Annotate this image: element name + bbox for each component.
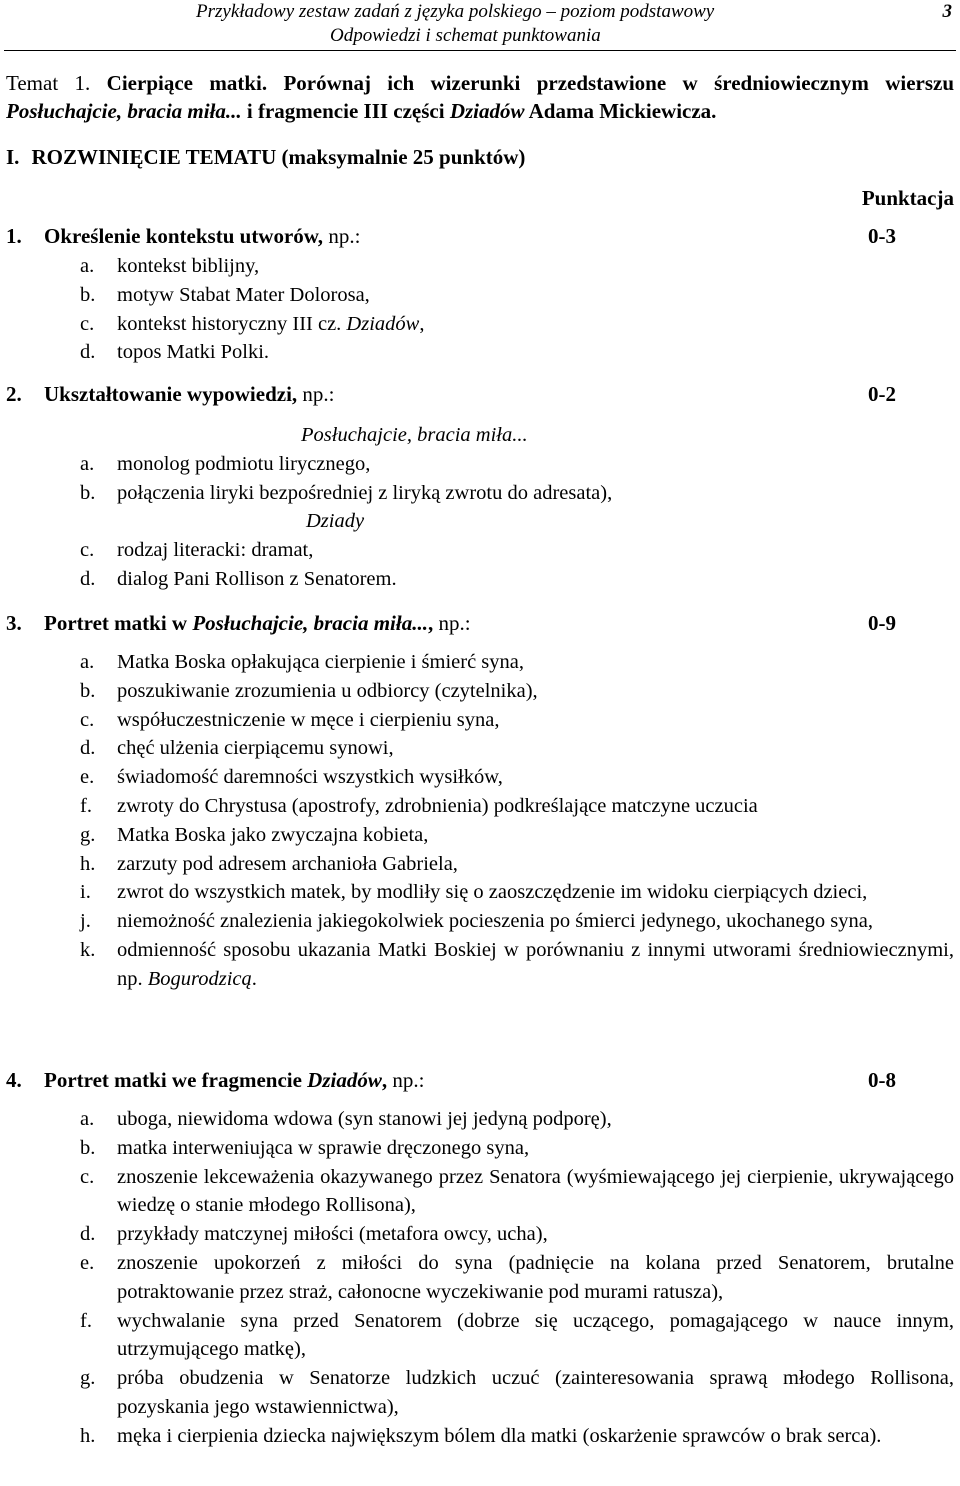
item-tail: , bbox=[419, 312, 425, 335]
item-text: zwroty do Chrystusa (apostrofy, zdrobnienia) podkreślające matczyne uczucia bbox=[117, 794, 758, 817]
list-item bbox=[6, 252, 954, 281]
item-marker: h. bbox=[80, 852, 96, 875]
item-text: kontekst historyczny III cz. bbox=[117, 312, 342, 335]
item-text: rodzaj literacki: dramat, bbox=[117, 539, 314, 562]
list-item bbox=[6, 850, 954, 879]
item-marker: f. bbox=[80, 794, 92, 817]
list-item bbox=[6, 536, 954, 565]
section-number: I. bbox=[6, 145, 20, 169]
header-rule bbox=[4, 50, 956, 51]
criterion-list bbox=[6, 648, 954, 994]
list-item bbox=[6, 565, 954, 594]
criterion-title-text: Portret matki w bbox=[44, 611, 188, 635]
item-marker: d. bbox=[80, 341, 96, 364]
criterion-heading bbox=[6, 611, 954, 641]
list-item bbox=[6, 1249, 954, 1307]
item-text: motyw Stabat Mater Dolorosa, bbox=[117, 283, 370, 306]
item-marker: a. bbox=[80, 1108, 95, 1130]
header-subtitle: Odpowiedzi i schemat punktowania bbox=[330, 25, 601, 46]
item-text: niemożność znalezienia jakiegokolwiek pocieszenia po śmierci jedynego, ukochanego syna, bbox=[117, 910, 873, 933]
work-subheading: Posłuchajcie, bracia miła... bbox=[301, 424, 528, 446]
list-item bbox=[6, 338, 954, 367]
item-text: znoszenie lekceważenia okazywanego przez Senatora (wyśmiewającego jej cierpienie, ukrywającego wiedzę o stanie młodego Rollisona), bbox=[117, 1165, 954, 1217]
criterion-3 bbox=[6, 611, 954, 994]
list-item bbox=[6, 1307, 954, 1365]
list-item bbox=[6, 648, 954, 677]
list-item bbox=[6, 1220, 954, 1249]
list-item bbox=[6, 1163, 954, 1221]
item-marker: e. bbox=[80, 766, 95, 789]
criterion-heading bbox=[6, 224, 954, 254]
item-marker: e. bbox=[80, 1251, 95, 1274]
item-marker: h. bbox=[80, 1424, 96, 1447]
criterion-number: 2. bbox=[6, 382, 22, 406]
topic-work-title: Posłuchajcie, bracia miła... bbox=[6, 99, 242, 123]
item-text: monolog podmiotu lirycznego, bbox=[117, 452, 371, 475]
item-marker: c. bbox=[80, 708, 95, 731]
item-tail: . bbox=[251, 967, 257, 990]
criterion-1 bbox=[6, 224, 954, 367]
criterion-title-text: Portret matki we fragmencie bbox=[44, 1068, 302, 1092]
criterion-title bbox=[44, 611, 471, 636]
list-item bbox=[6, 677, 954, 706]
list-item bbox=[6, 821, 954, 850]
criterion-points: 0-9 bbox=[868, 611, 896, 635]
criterion-points: 0-3 bbox=[868, 224, 896, 248]
item-marker: c. bbox=[80, 1165, 95, 1188]
section-heading bbox=[6, 145, 525, 170]
list-item bbox=[6, 706, 954, 735]
list-item bbox=[6, 281, 954, 310]
item-text: kontekst biblijny, bbox=[117, 255, 260, 277]
topic-text-2: i fragmencie III części bbox=[246, 99, 445, 123]
page-number: 3 bbox=[942, 1, 952, 22]
item-text: dialog Pani Rollison z Senatorem. bbox=[117, 567, 397, 590]
criterion-np: np.: bbox=[302, 382, 335, 406]
item-marker: b. bbox=[80, 679, 96, 702]
criterion-2 bbox=[6, 382, 954, 594]
item-text: Matka Boska opłakująca cierpienie i śmierć syna, bbox=[117, 651, 525, 673]
list-item bbox=[6, 763, 954, 792]
topic-text-3: Adama Mickiewicza. bbox=[528, 99, 717, 123]
topic-text: Cierpiące matki. Porównaj ich wizerunki przedstawione w średniowiecznym wierszu bbox=[106, 71, 955, 95]
list-item bbox=[6, 792, 954, 821]
topic-label: Temat 1. bbox=[6, 71, 91, 95]
criterion-np: np.: bbox=[392, 1068, 425, 1092]
item-marker: b. bbox=[80, 1136, 96, 1159]
criterion-list bbox=[6, 1105, 954, 1451]
item-text: odmienność sposobu ukazania Matki Boskiej w porównaniu z innymi utworami średniowiecznymi, np. bbox=[117, 938, 954, 990]
item-text: poszukiwanie zrozumienia u odbiorcy (czytelnika), bbox=[117, 679, 538, 702]
criterion-work-title: Dziadów bbox=[307, 1068, 382, 1092]
item-text: Matka Boska jako zwyczajna kobieta, bbox=[117, 823, 429, 846]
item-marker: a. bbox=[80, 452, 95, 475]
criterion-title-text: Ukształtowanie wypowiedzi, bbox=[44, 382, 298, 406]
criterion-np: np.: bbox=[328, 224, 361, 248]
list-item bbox=[6, 878, 954, 907]
list-item bbox=[6, 1364, 954, 1422]
item-work-title: Bogurodzicą bbox=[147, 967, 252, 990]
item-marker: j. bbox=[80, 910, 91, 933]
criterion-number: 4. bbox=[6, 1068, 22, 1092]
topic-work-title-2: Dziadów bbox=[449, 99, 525, 123]
list-item bbox=[6, 907, 954, 936]
criterion-number: 3. bbox=[6, 611, 22, 635]
item-marker: c. bbox=[80, 539, 95, 562]
item-text: próba obudzenia w Senatorze ludzkich uczuć (zainteresowania sprawą młodego Rollisona, pozyskania jego wstawiennictwa), bbox=[117, 1367, 954, 1418]
header-title: Przykładowy zestaw zadań z języka polskiego – poziom podstawowy bbox=[196, 1, 715, 22]
criterion-list bbox=[6, 252, 954, 367]
criterion-points: 0-2 bbox=[868, 382, 896, 406]
item-marker: b. bbox=[80, 283, 96, 306]
item-text: zwrot do wszystkich matek, by modliły się o zaoszczędzenie im widoku cierpiących dzieci, bbox=[117, 881, 868, 904]
page-header bbox=[0, 0, 960, 50]
list-item bbox=[6, 310, 954, 339]
criterion-title-tail: , bbox=[427, 611, 434, 635]
item-work-title: Dziadów bbox=[346, 312, 420, 335]
criterion-heading bbox=[6, 1068, 954, 1098]
list-item bbox=[6, 1134, 954, 1163]
list-item bbox=[6, 1105, 954, 1134]
criterion-title-tail: , bbox=[381, 1068, 388, 1092]
criterion-title-text: Określenie kontekstu utworów, bbox=[44, 224, 324, 248]
item-text: chęć ulżenia cierpiącemu synowi, bbox=[117, 737, 394, 760]
item-marker: d. bbox=[80, 1223, 96, 1246]
item-marker: i. bbox=[80, 881, 91, 904]
item-text: współuczestniczenie w męce i cierpieniu syna, bbox=[117, 708, 500, 731]
score-column-header: Punktacja bbox=[861, 186, 954, 210]
item-text: matka interweniująca w sprawie dręczonego syna, bbox=[117, 1136, 530, 1159]
section-title: ROZWINIĘCIE TEMATU (maksymalnie 25 punktów) bbox=[31, 145, 526, 169]
criterion-4 bbox=[6, 1068, 954, 1451]
criterion-title bbox=[44, 1068, 424, 1093]
item-text: świadomość daremności wszystkich wysiłków, bbox=[117, 766, 503, 789]
criterion-title bbox=[44, 382, 335, 407]
item-marker: f. bbox=[80, 1309, 92, 1332]
work-subheading: Dziady bbox=[306, 510, 365, 533]
item-text: męka i cierpienia dziecka największym bólem dla matki (oskarżenie sprawców o brak serca). bbox=[117, 1424, 882, 1447]
item-text: topos Matki Polki. bbox=[117, 341, 270, 364]
criterion-np: np.: bbox=[438, 611, 471, 635]
list-item bbox=[6, 479, 954, 508]
item-marker: c. bbox=[80, 312, 95, 335]
topic-statement bbox=[6, 69, 954, 125]
item-text: przykłady matczynej miłości (metafora owcy, ucha), bbox=[117, 1223, 548, 1246]
item-marker: a. bbox=[80, 651, 95, 673]
item-marker: d. bbox=[80, 737, 96, 760]
item-marker: a. bbox=[80, 255, 95, 277]
criterion-number: 1. bbox=[6, 224, 22, 248]
item-marker: k. bbox=[80, 938, 96, 961]
list-item bbox=[6, 450, 954, 479]
item-text: połączenia liryki bezpośredniej z liryką zwrotu do adresata), bbox=[117, 481, 613, 504]
item-text: wychwalanie syna przed Senatorem (dobrze się uczącego, pomagającego w nauce innym, utrzymującego matkę), bbox=[117, 1309, 954, 1361]
item-text: znoszenie upokorzeń z miłości do syna (padnięcie na kolana przed Senatorem, brutalne potraktowanie przez straż, całonocne wyczekiwanie pod murami ratusza), bbox=[117, 1251, 954, 1303]
criterion-title bbox=[44, 224, 360, 249]
criterion-heading bbox=[6, 382, 954, 412]
item-text: uboga, niewidoma wdowa (syn stanowi jej jedyną podporę), bbox=[117, 1108, 612, 1130]
criterion-list bbox=[6, 421, 954, 594]
item-marker: b. bbox=[80, 481, 96, 504]
item-marker: g. bbox=[80, 823, 96, 846]
item-text: zarzuty pod adresem archanioła Gabriela, bbox=[117, 852, 458, 875]
list-item bbox=[6, 734, 954, 763]
item-marker: g. bbox=[80, 1367, 96, 1390]
list-item bbox=[6, 936, 954, 994]
criterion-points: 0-8 bbox=[868, 1068, 896, 1092]
item-marker: d. bbox=[80, 567, 96, 590]
criterion-work-title: Posłuchajcie, bracia miła... bbox=[192, 611, 428, 635]
list-item bbox=[6, 1422, 954, 1451]
